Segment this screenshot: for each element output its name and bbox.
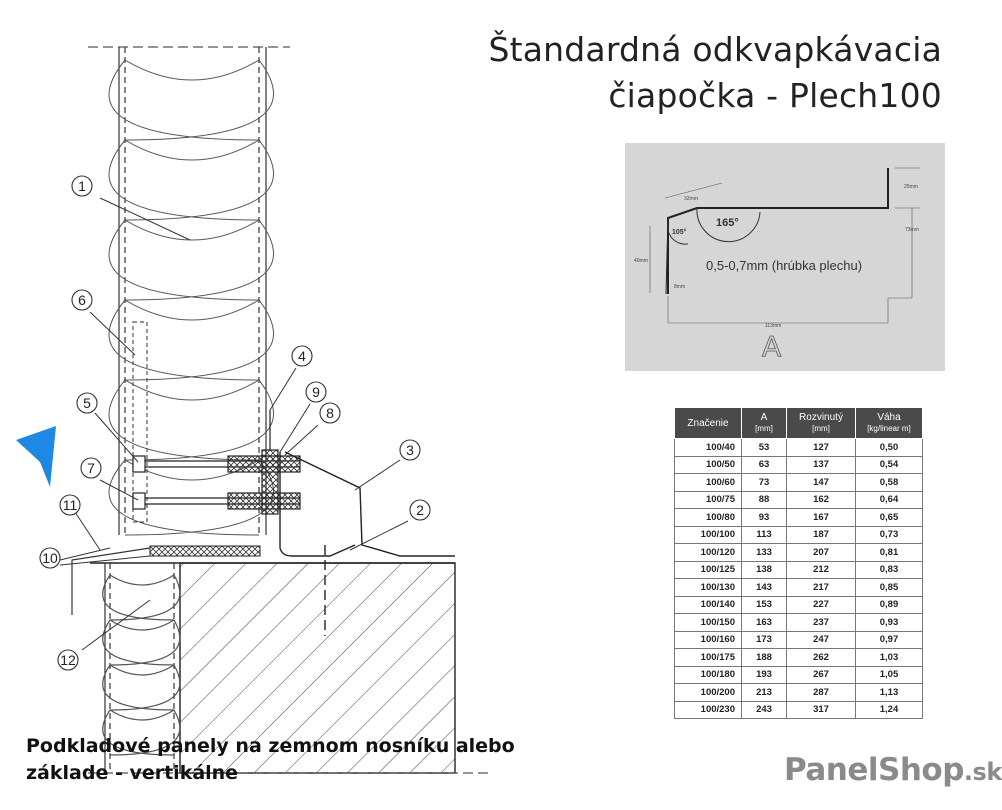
brand-logo [784, 752, 1002, 788]
table-cell: 63 [742, 456, 787, 474]
table-cell: 100/100 [675, 526, 742, 544]
callout-label: 5 [83, 395, 91, 411]
table-cell: 100/200 [675, 684, 742, 702]
table-row [675, 544, 923, 562]
table-cell: 188 [742, 649, 787, 667]
table-row [675, 456, 923, 474]
table-cell: 143 [742, 579, 787, 597]
table-cell: 227 [787, 596, 856, 614]
table-cell: 212 [787, 561, 856, 579]
table-cell: 73 [742, 474, 787, 492]
table-row [675, 666, 923, 684]
table-cell: 0,93 [856, 614, 923, 632]
table-cell: 137 [787, 456, 856, 474]
table-cell: 138 [742, 561, 787, 579]
profile-dim-left: 40mm [634, 258, 648, 264]
table-cell: 100/125 [675, 561, 742, 579]
profile-dim-bottom: 113mm [765, 323, 782, 329]
page-title-line-1: Štandardná odkvapkávacia [488, 30, 942, 69]
highlight-arrow-icon [16, 426, 56, 487]
table-cell: 193 [742, 666, 787, 684]
caption-line-2: základe - vertikálne [26, 762, 239, 784]
table-cell: 262 [787, 649, 856, 667]
table-row [675, 579, 923, 597]
table-row [675, 649, 923, 667]
table-cell: 0,58 [856, 474, 923, 492]
fasteners [133, 410, 300, 514]
table-cell: 247 [787, 631, 856, 649]
table-cell: 162 [787, 491, 856, 509]
table-cell: 133 [742, 544, 787, 562]
base-seal [150, 546, 260, 556]
table-cell: 88 [742, 491, 787, 509]
table-row [675, 491, 923, 509]
table-cell: 100/60 [675, 474, 742, 492]
table-cell: 217 [787, 579, 856, 597]
callout-label: 10 [42, 550, 58, 566]
callout-label: 6 [78, 292, 86, 308]
table-cell: 0,89 [856, 596, 923, 614]
profile-angle-165: 165° [716, 217, 739, 229]
callout-label: 4 [298, 348, 306, 364]
callout-label: 3 [406, 442, 414, 458]
header-a: A [mm] [742, 408, 787, 439]
table-cell: 100/50 [675, 456, 742, 474]
table-cell: 100/120 [675, 544, 742, 562]
table-cell: 100/160 [675, 631, 742, 649]
profile-dim-hem: 8mm [674, 284, 686, 290]
table-row [675, 684, 923, 702]
table-cell: 0,50 [856, 439, 923, 457]
table-cell: 173 [742, 631, 787, 649]
table-cell: 113 [742, 526, 787, 544]
table-cell: 100/40 [675, 439, 742, 457]
table-cell: 243 [742, 701, 787, 719]
table-cell: 163 [742, 614, 787, 632]
profile-thickness-note: 0,5-0,7mm (hrúbka plechu) [706, 258, 863, 273]
brand-tld: .sk [963, 758, 1002, 786]
caption-line-1: Podkladové panely na zemnom nosníku alebo [26, 735, 515, 757]
callout-label: 9 [312, 384, 320, 400]
table-cell: 237 [787, 614, 856, 632]
table-cell: 100/75 [675, 491, 742, 509]
table-cell: 1,13 [856, 684, 923, 702]
table-cell: 0,83 [856, 561, 923, 579]
table-cell: 100/80 [675, 509, 742, 527]
table-cell: 207 [787, 544, 856, 562]
profile-dim-right: 73mm [905, 227, 919, 233]
table-cell: 167 [787, 509, 856, 527]
caption [26, 733, 515, 787]
table-cell: 317 [787, 701, 856, 719]
table-cell: 100/175 [675, 649, 742, 667]
profile-drawing [625, 143, 945, 371]
table-row [675, 509, 923, 527]
table-cell: 100/150 [675, 614, 742, 632]
table-row [675, 561, 923, 579]
table-row [675, 631, 923, 649]
header-weight: Váha [kg/linear m] [856, 408, 923, 439]
callout-label: 2 [416, 502, 424, 518]
table-row [675, 439, 923, 457]
table-row [675, 474, 923, 492]
profile-dim-upright: 25mm [904, 184, 918, 190]
table-cell: 0,64 [856, 491, 923, 509]
profile-marker: A [762, 330, 782, 363]
table-cell: 100/230 [675, 701, 742, 719]
table-row [675, 526, 923, 544]
table-cell: 187 [787, 526, 856, 544]
table-cell: 100/130 [675, 579, 742, 597]
table-cell: 53 [742, 439, 787, 457]
header-designation: Značenie [675, 408, 742, 439]
drip-edge [72, 548, 150, 615]
table-header-row [675, 408, 923, 439]
table-cell: 0,81 [856, 544, 923, 562]
table-cell: 1,05 [856, 666, 923, 684]
table-cell: 1,03 [856, 649, 923, 667]
table-row [675, 614, 923, 632]
table-cell: 0,65 [856, 509, 923, 527]
callout-label: 12 [60, 652, 76, 668]
table-cell: 267 [787, 666, 856, 684]
table-row [675, 596, 923, 614]
profile-dim-top: 32mm [684, 196, 698, 202]
header-unrolled: Rozvinutý [mm] [787, 408, 856, 439]
table-cell: 93 [742, 509, 787, 527]
table-cell: 0,54 [856, 456, 923, 474]
callout-label: 11 [62, 497, 78, 513]
profile-angle-105: 105° [672, 229, 687, 236]
table-row [675, 701, 923, 719]
table-cell: 127 [787, 439, 856, 457]
table-cell: 153 [742, 596, 787, 614]
table-cell: 287 [787, 684, 856, 702]
page-title-line-2: čiapočka - Plech100 [608, 76, 942, 115]
spec-table [674, 407, 923, 719]
table-cell: 0,85 [856, 579, 923, 597]
table-cell: 147 [787, 474, 856, 492]
table-cell: 100/140 [675, 596, 742, 614]
table-cell: 1,24 [856, 701, 923, 719]
callout-label: 7 [87, 460, 95, 476]
table-cell: 100/180 [675, 666, 742, 684]
table-cell: 0,73 [856, 526, 923, 544]
callout-label: 1 [78, 178, 86, 194]
brand-name: PanelShop [784, 752, 964, 788]
table-cell: 213 [742, 684, 787, 702]
callout-label: 8 [326, 405, 334, 421]
table-cell: 0,97 [856, 631, 923, 649]
